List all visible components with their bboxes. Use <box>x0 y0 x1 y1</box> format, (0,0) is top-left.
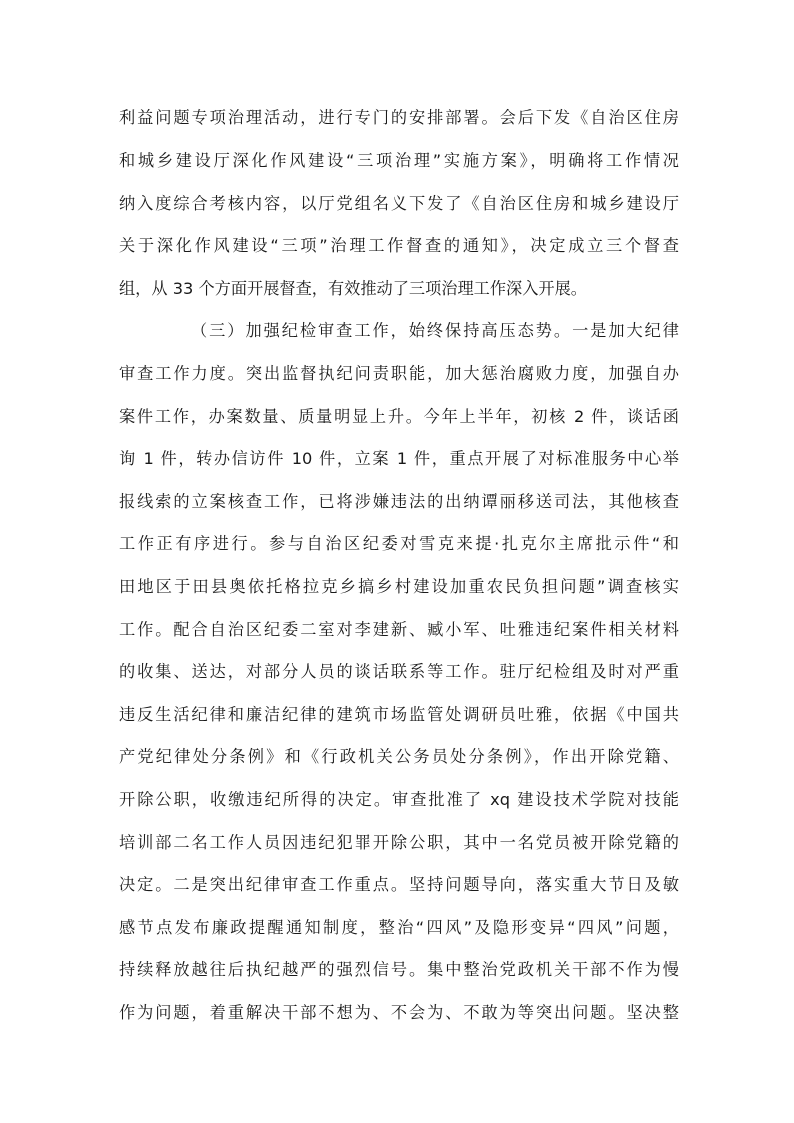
text-line: 培训部二名工作人员因违纪犯罪开除公职，其中一名党员被开除党籍的 <box>119 833 679 852</box>
text-line: 关于深化作风建设“三项”治理工作督查的通知》，决定成立三个督查 <box>119 236 679 255</box>
text-line: 和城乡建设厅深化作风建设“三项治理”实施方案》，明确将工作情况 <box>119 151 679 170</box>
text-line: 利益问题专项治理活动，进行专门的安排部署。会后下发《自治区住房 <box>119 108 679 127</box>
text-line: 工作。配合自治区纪委二室对李建新、臧小军、吐雅违纪案件相关材料 <box>119 620 679 639</box>
text-line: 决定。二是突出纪律审查工作重点。坚持问题导向，落实重大节日及敏 <box>119 875 679 894</box>
text-line: 的收集、送达，对部分人员的谈话联系等工作。驻厅纪检组及时对严重 <box>119 662 679 681</box>
text-line: 纳入度综合考核内容，以厅党组名义下发了《自治区住房和城乡建设厅 <box>119 194 679 213</box>
text-line: 产党纪律处分条例》和《行政机关公务员处分条例》，作出开除党籍、 <box>119 747 679 766</box>
text-line: 感节点发布廉政提醒通知制度，整治“四风”及隐形变异“四风”问题， <box>119 918 679 937</box>
text-line: 作为问题，着重解决干部不想为、不会为、不敢为等突出问题。坚决整 <box>119 1003 679 1022</box>
text-line: 组，从 33 个方面开展督查，有效推动了三项治理工作深入开展。 <box>119 279 587 298</box>
text-line: 持续释放越往后执纪越严的强烈信号。集中整治党政机关干部不作为慢 <box>119 960 679 979</box>
text-line: 审查工作力度。突出监督执纪问责职能，加大惩治腐败力度，加强自办 <box>119 364 679 383</box>
text-line: 田地区于田县奥依托格拉克乡搞乡村建设加重农民负担问题”调查核实 <box>119 577 679 596</box>
text-line: 案件工作，办案数量、质量明显上升。今年上半年，初核 2 件，谈话函 <box>119 407 679 426</box>
text-line: 开除公职，收缴违纪所得的决定。审查批准了 xq 建设技术学院对技能 <box>119 790 679 809</box>
text-line: 报线索的立案核查工作，已将涉嫌违法的出纳谭丽移送司法，其他核查 <box>119 492 679 511</box>
text-line: 询 1 件，转办信访件 10 件，立案 1 件，重点开展了对标准服务中心举 <box>119 449 679 468</box>
text-line: 违反生活纪律和廉洁纪律的建筑市场监管处调研员吐雅，依据《中国共 <box>119 705 679 724</box>
text-line: 工作正有序进行。参与自治区纪委对雪克来提·扎克尔主席批示件“和 <box>119 534 679 553</box>
section-heading-line: （三）加强纪检审查工作，始终保持高压态势。一是加大纪律 <box>191 321 679 340</box>
